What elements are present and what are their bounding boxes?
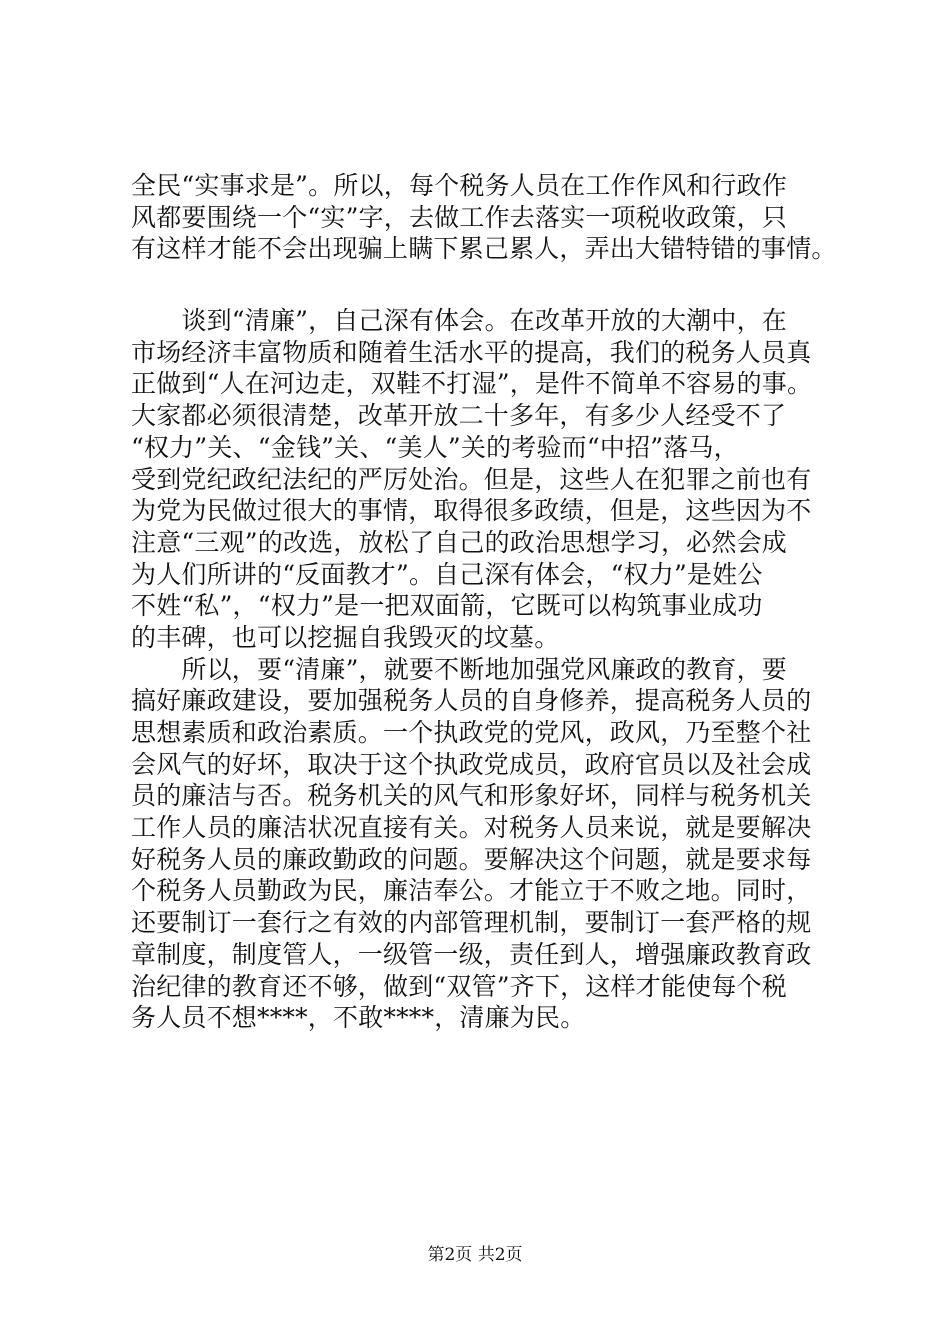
text-line: 市场经济丰富物质和随着生活水平的提高，我们的税务人员真 [131, 337, 812, 367]
text-line: 员的廉洁与否。税务机关的风气和形象好坏，同样与税务机关 [131, 781, 812, 811]
text-line: 不姓“私”，“权力”是一把双面箭，它既可以构筑事业成功 [131, 591, 763, 621]
text-line: 受到党纪政纪法纪的严厉处治。但是，这些人在犯罪之前也有 [131, 464, 812, 494]
text-line: 章制度，制度管人，一级管一级，责任到人，增强廉政教育政 [131, 939, 812, 969]
text-line: 还要制订一套行之有效的内部管理机制，要制订一套严格的规 [131, 908, 812, 938]
text-line: 思想素质和政治素质。一个执政党的党风，政风，乃至整个社 [131, 718, 812, 747]
text-line: 治纪律的教育还不够，做到“双管”齐下，这样才能使每个税 [131, 971, 787, 1001]
text-line: 注意“三观”的改选，放松了自己的政治思想学习，必然会成 [131, 527, 787, 557]
text-line: 会风气的好坏，取决于这个执政党成员，政府官员以及社会成 [131, 749, 812, 779]
text-line: 好税务人员的廉政勤政的问题。要解决这个问题，就是要求每 [131, 844, 812, 874]
paragraph-3 [131, 654, 843, 1034]
text-line: 个税务人员勤政为民，廉洁奉公。才能立于不败之地。同时， [131, 876, 812, 906]
paragraph-2 [131, 305, 843, 654]
text-line: 务人员不想****，不敢****，清廉为民。 [131, 1003, 586, 1033]
text-line: 谈到“清廉”，自己深有体会。在改革开放的大潮中，在 [131, 306, 787, 336]
text-line: 正做到“人在河边走，双鞋不打湿”，是件不简单不容易的事。 [131, 369, 813, 399]
text-line: 有这样才能不会出现骗上瞒下累己累人，弄出大错特错的事情。 [131, 234, 837, 264]
paragraph-1 [131, 170, 843, 265]
text-line: 全民“实事求是”。所以，每个税务人员在工作作风和行政作 [131, 171, 787, 200]
text-line: 工作人员的廉洁状况直接有关。对税务人员来说，就是要解决 [131, 813, 812, 843]
text-line: 的丰碑，也可以挖掘自我毁灭的坟墓。 [131, 622, 560, 652]
text-line: 为党为民做过很大的事情，取得很多政绩，但是，这些因为不 [131, 496, 812, 526]
page-footer: 第2页 共2页 [427, 1245, 523, 1265]
text-line: 大家都必须很清楚，改革开放二十多年，有多少人经受不了 [131, 401, 787, 431]
text-line: 搞好廉政建设，要加强税务人员的自身修养，提高税务人员的 [131, 686, 812, 716]
paragraph-gap [131, 265, 843, 305]
text-line: 风都要围绕一个“实”字，去做工作去落实一项税收政策，只 [131, 202, 787, 232]
text-line: 所以，要“清廉”，就要不断地加强党风廉政的教育，要 [131, 654, 787, 684]
text-line: 为人们所讲的“反面教才”。自己深有体会，“权力”是姓公 [131, 559, 763, 589]
text-line: “权力”关、“金钱”关、“美人”关的考验而“中招”落马， [131, 432, 739, 462]
body-text [131, 170, 843, 1034]
